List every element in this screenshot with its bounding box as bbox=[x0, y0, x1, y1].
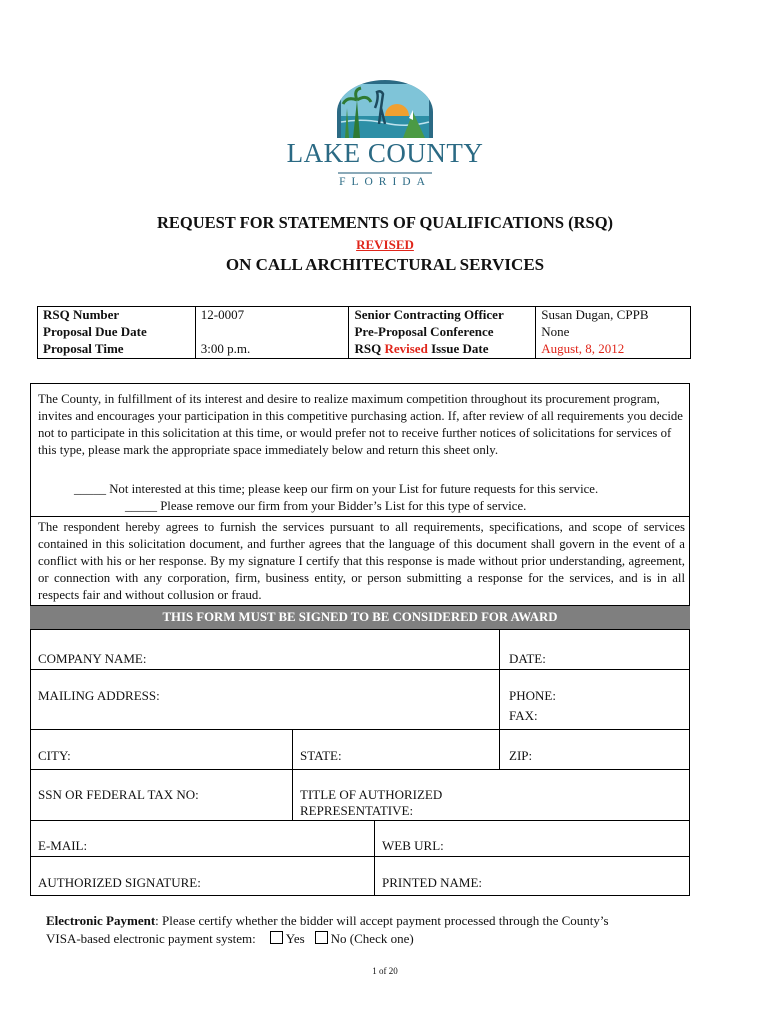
yes-label: Yes bbox=[285, 931, 305, 946]
issue-label-revised: Revised bbox=[384, 341, 428, 356]
web-url-label: WEB URL: bbox=[382, 838, 444, 853]
county-seal-emblem-icon bbox=[333, 78, 437, 140]
certification-box bbox=[30, 516, 690, 606]
due-date-label: Proposal Due Date bbox=[38, 324, 196, 341]
rsq-number-value: 12-0007 bbox=[195, 307, 349, 325]
officer-label: Senior Contracting Officer bbox=[349, 307, 536, 325]
tax-number-field[interactable] bbox=[30, 769, 293, 821]
title-representative-label-1: TITLE OF AUTHORIZED bbox=[300, 787, 443, 802]
logo-state-name: FLORIDA bbox=[339, 176, 431, 188]
city-label: CITY: bbox=[38, 748, 71, 763]
conference-label: Pre-Proposal Conference bbox=[349, 324, 536, 341]
payment-label: Electronic Payment bbox=[46, 913, 156, 928]
date-field[interactable] bbox=[499, 629, 690, 670]
issue-label-part: RSQ bbox=[354, 341, 385, 356]
mailing-address-field[interactable] bbox=[30, 669, 500, 730]
issue-label-part: Issue Date bbox=[427, 341, 489, 356]
yes-checkbox[interactable] bbox=[270, 931, 283, 944]
payment-text-2: VISA-based electronic payment system: bbox=[46, 931, 256, 946]
logo-divider bbox=[338, 172, 432, 174]
rsq-number-label: RSQ Number bbox=[38, 307, 196, 325]
printed-name-field[interactable] bbox=[374, 856, 690, 896]
signature-field[interactable] bbox=[30, 856, 375, 896]
phone-fax-field[interactable] bbox=[499, 669, 690, 730]
issue-date-value: August, 8, 2012 bbox=[536, 341, 691, 359]
company-name-label: COMPANY NAME: bbox=[38, 651, 147, 666]
signature-label: AUTHORIZED SIGNATURE: bbox=[38, 875, 201, 890]
lake-county-logo bbox=[283, 78, 487, 186]
payment-line-1 bbox=[46, 912, 706, 930]
page-number: 1 of 20 bbox=[372, 966, 398, 976]
web-url-field[interactable] bbox=[374, 820, 690, 857]
conference-value: None bbox=[536, 324, 691, 341]
tax-number-label: SSN OR FEDERAL TAX NO: bbox=[38, 787, 199, 802]
certification-text: The respondent hereby agrees to furnish the services pursuant to all requirements, specifications, and scope of services contained in this solicitation document, and further agrees that the language of this document shall govern in the event of a conflict with his or her response. By my signature I certify that this response is made without prior understanding, agreement, or connection with any corporation, firm, business entity, or person submitting a response for the services, and is in all respects fair and without collusion or fraud. bbox=[38, 520, 685, 602]
state-label: STATE: bbox=[300, 748, 342, 763]
document-title: REQUEST FOR STATEMENTS OF QUALIFICATIONS (RSQ) bbox=[156, 213, 614, 232]
email-label: E-MAIL: bbox=[38, 838, 88, 853]
no-label: No (Check one) bbox=[330, 931, 414, 946]
info-row bbox=[38, 307, 691, 325]
notice-text: The County, in fulfillment of its interest and desire to realize maximum competition throughout its procurement program, invites and encourages your participation in this competitive purchasing action. If, after review of all requirements you decide not to participate in this solicitation at this time, or would prefer not to receive further notices of solicitations for services of this type, please mark the appropriate space immediately below and return this sheet only. bbox=[38, 392, 683, 457]
proposal-time-value: 3:00 p.m. bbox=[195, 341, 349, 359]
due-date-value bbox=[195, 324, 349, 341]
city-field[interactable] bbox=[30, 729, 293, 770]
state-field[interactable] bbox=[292, 729, 500, 770]
zip-field[interactable] bbox=[499, 729, 690, 770]
notice-box bbox=[30, 383, 690, 517]
payment-text-1: : Please certify whether the bidder will accept payment processed through the County’s bbox=[155, 913, 609, 928]
mailing-address-label: MAILING ADDRESS: bbox=[38, 688, 160, 703]
logo-county-name: LAKE COUNTY bbox=[286, 138, 484, 168]
document-subtitle: ON CALL ARCHITECTURAL SERVICES bbox=[225, 255, 545, 274]
issue-date-label bbox=[349, 341, 536, 359]
title-representative-field[interactable] bbox=[292, 769, 690, 821]
fax-label: FAX: bbox=[509, 708, 538, 723]
not-interested-option[interactable]: _____ Not interested at this time; please keep our firm on your List for future requests for this service. bbox=[74, 482, 599, 496]
rsq-info-table bbox=[37, 306, 691, 359]
phone-label: PHONE: bbox=[509, 688, 556, 703]
email-field[interactable] bbox=[30, 820, 375, 857]
info-row bbox=[38, 341, 691, 359]
no-checkbox[interactable] bbox=[315, 931, 328, 944]
electronic-payment-section bbox=[46, 912, 706, 948]
proposal-time-label: Proposal Time bbox=[38, 341, 196, 359]
officer-value: Susan Dugan, CPPB bbox=[536, 307, 691, 325]
revised-label: REVISED bbox=[356, 237, 414, 252]
remove-firm-option[interactable]: _____ Please remove our firm from your Bidder’s List for this type of service. bbox=[125, 499, 527, 513]
date-label: DATE: bbox=[509, 651, 546, 666]
signature-required-banner: THIS FORM MUST BE SIGNED TO BE CONSIDERED FOR AWARD bbox=[30, 606, 690, 629]
info-row bbox=[38, 324, 691, 341]
payment-line-2 bbox=[46, 930, 706, 948]
zip-label: ZIP: bbox=[509, 748, 533, 763]
company-name-field[interactable] bbox=[30, 629, 500, 670]
title-representative-label-2: REPRESENTATIVE: bbox=[300, 803, 414, 818]
printed-name-label: PRINTED NAME: bbox=[382, 875, 483, 890]
